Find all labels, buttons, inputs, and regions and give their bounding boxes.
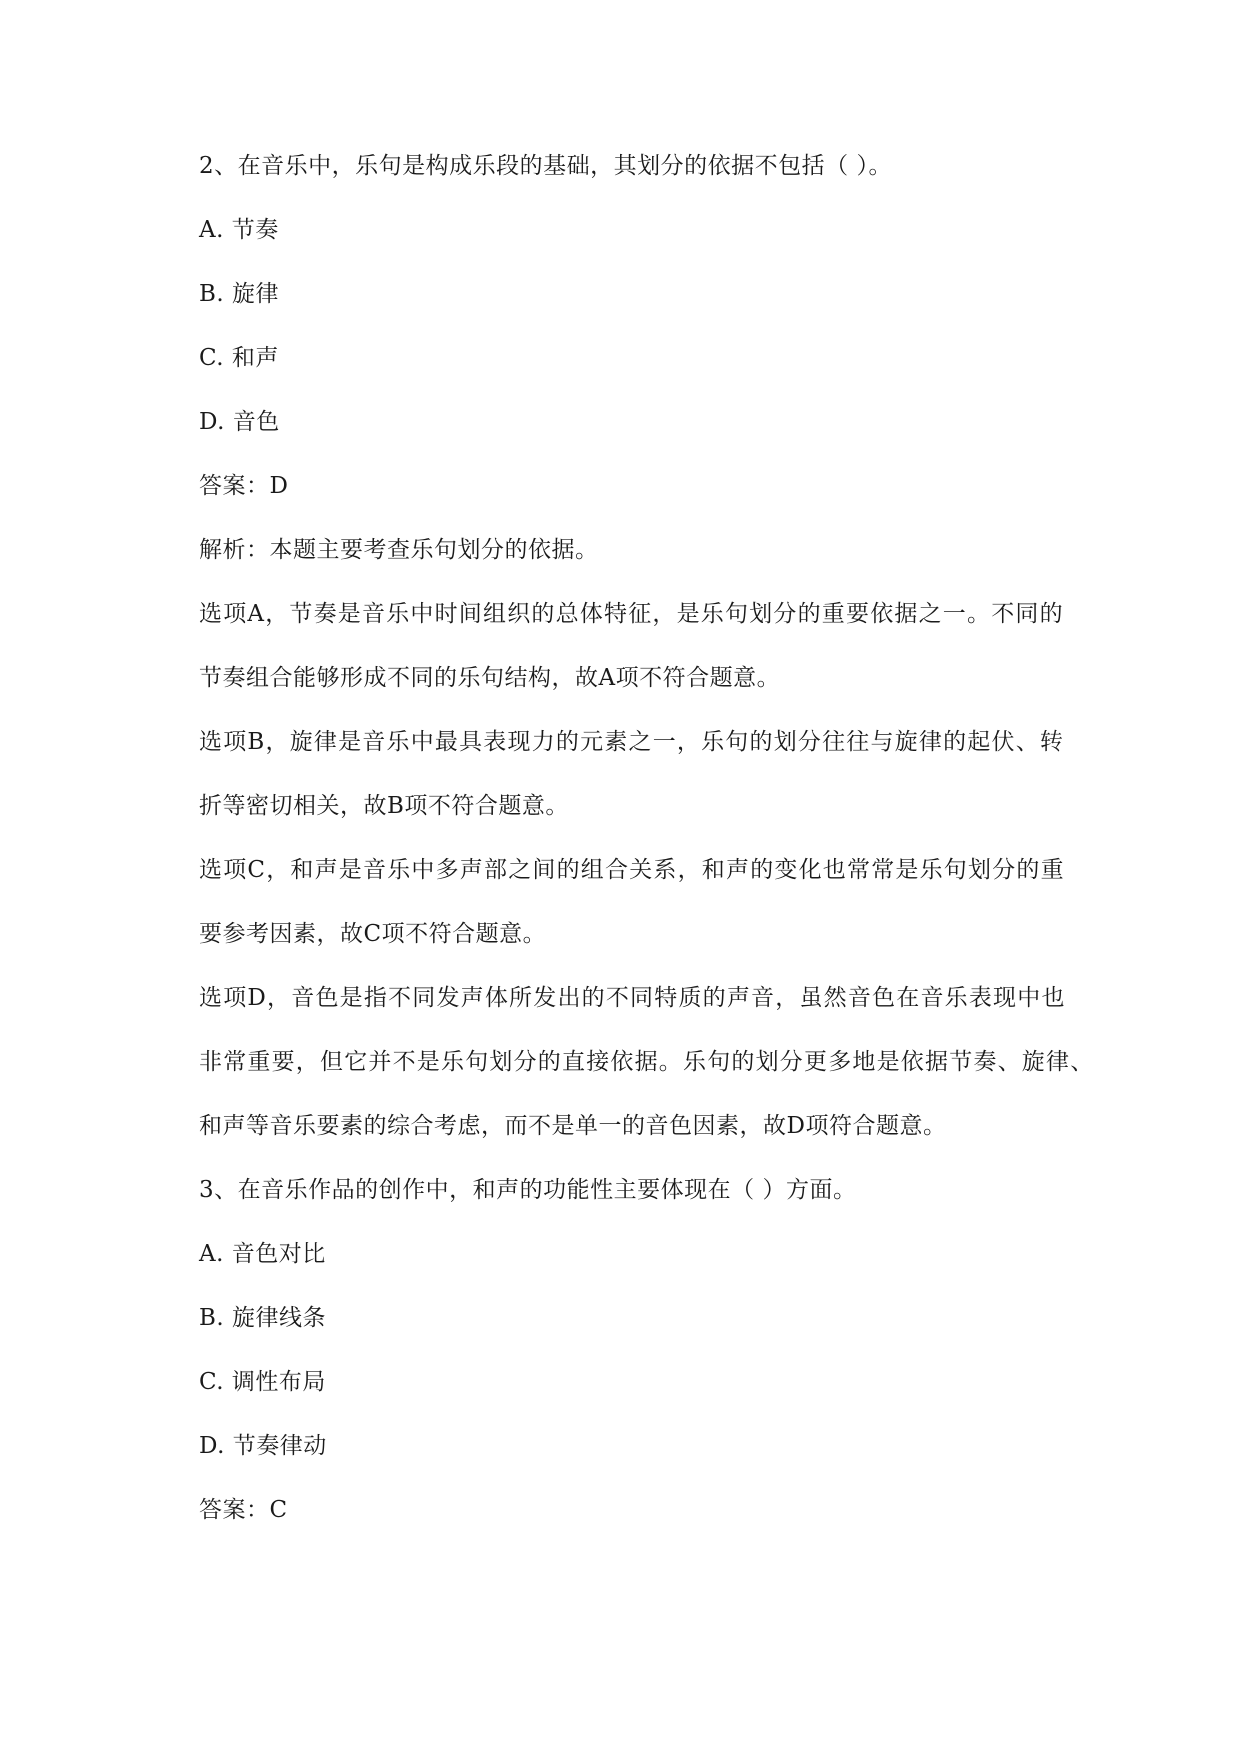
analysis-option-b-line-2: 折等密切相关，故B项不符合题意。: [199, 793, 569, 819]
analysis-option-c-line-2: 要参考因素，故C项不符合题意。: [199, 921, 547, 947]
question-2-option-b: B. 旋律: [199, 281, 280, 307]
question-2-option-d: D. 音色: [199, 409, 280, 435]
question-3-option-b: B. 旋律线条: [199, 1305, 327, 1331]
analysis-option-b-line-1: 选项B，旋律是音乐中最具表现力的元素之一，乐句的划分往往与旋律的起伏、转: [199, 729, 1065, 755]
analysis-option-d-line-3: 和声等音乐要素的综合考虑，而不是单一的音色因素，故D项符合题意。: [199, 1113, 947, 1139]
question-3-option-d: D. 节奏律动: [199, 1433, 327, 1459]
question-2-analysis-intro: 解析：本题主要考查乐句划分的依据。: [199, 537, 599, 563]
analysis-option-d-line-2: 非常重要，但它并不是乐句划分的直接依据。乐句的划分更多地是依据节奏、旋律、: [199, 1049, 1095, 1075]
question-2-option-c: C. 和声: [199, 345, 279, 371]
analysis-option-a-line-2: 节奏组合能够形成不同的乐句结构，故A项不符合题意。: [199, 665, 781, 691]
analysis-option-c-line-1: 选项C，和声是音乐中多声部之间的组合关系，和声的变化也常常是乐句划分的重: [199, 857, 1065, 883]
question-3-option-c: C. 调性布局: [199, 1369, 326, 1395]
question-3-answer: 答案：C: [199, 1497, 288, 1523]
question-2-stem: 2、在音乐中，乐句是构成乐段的基础，其划分的依据不包括（ ）。: [199, 153, 892, 179]
analysis-option-d-line-1: 选项D，音色是指不同发声体所发出的不同特质的声音，虽然音色在音乐表现中也: [199, 985, 1066, 1011]
question-3-stem: 3、在音乐作品的创作中，和声的功能性主要体现在（ ）方面。: [199, 1177, 857, 1203]
question-2-option-a: A. 节奏: [199, 217, 279, 243]
question-3-option-a: A. 音色对比: [199, 1241, 326, 1267]
analysis-option-a-line-1: 选项A，节奏是音乐中时间组织的总体特征，是乐句划分的重要依据之一。不同的: [199, 601, 1064, 627]
question-2-answer: 答案：D: [199, 473, 289, 499]
